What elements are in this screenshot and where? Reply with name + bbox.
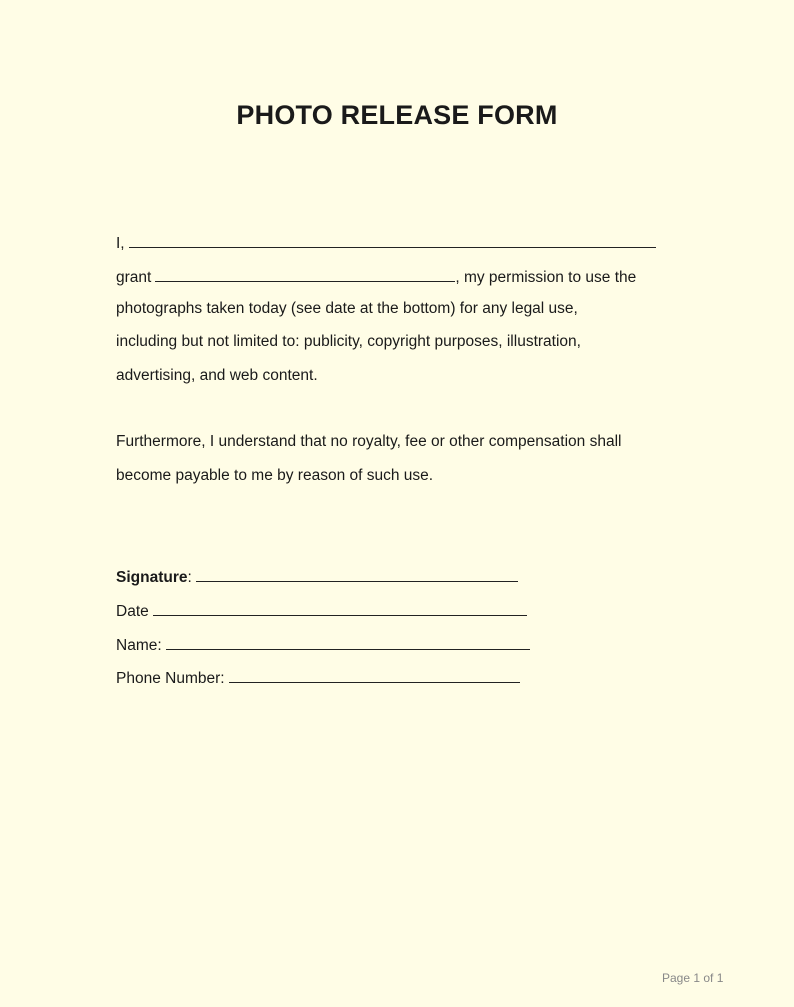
page-title: PHOTO RELEASE FORM xyxy=(236,100,558,130)
phone-field xyxy=(116,667,520,689)
paragraph2-line1: Furthermore, I understand that no royalty, fee or other compensation shall xyxy=(116,433,622,450)
date-blank[interactable] xyxy=(153,600,527,616)
signature-blank[interactable] xyxy=(196,566,518,582)
date-label: Date xyxy=(116,603,149,620)
paragraph1-line3: photographs taken today (see date at the bottom) for any legal use, xyxy=(116,300,578,317)
paragraph1-line4: including but not limited to: publicity, copyright purposes, illustration, xyxy=(116,333,581,350)
name-field xyxy=(116,634,530,656)
grant-line-suffix: , my permission to use the xyxy=(455,269,637,286)
date-field xyxy=(116,600,527,622)
name-line-prefix: I, xyxy=(116,235,125,252)
phone-blank[interactable] xyxy=(229,667,520,683)
grant-line-prefix: grant xyxy=(116,269,152,286)
signature-field xyxy=(116,566,518,588)
signature-label: Signature xyxy=(116,569,188,586)
page-number: Page 1 of 1 xyxy=(662,971,724,985)
paragraph2-line2: become payable to me by reason of such use. xyxy=(116,467,434,484)
grantee-name-blank[interactable] xyxy=(155,266,455,282)
paragraph1-line5: advertising, and web content. xyxy=(116,367,318,384)
name-blank[interactable] xyxy=(166,634,530,650)
phone-label: Phone Number: xyxy=(116,670,225,687)
name-line xyxy=(116,232,656,254)
grant-line xyxy=(116,266,636,288)
name-label: Name: xyxy=(116,637,162,654)
signature-colon: : xyxy=(187,569,192,586)
releasor-name-blank[interactable] xyxy=(129,232,656,248)
